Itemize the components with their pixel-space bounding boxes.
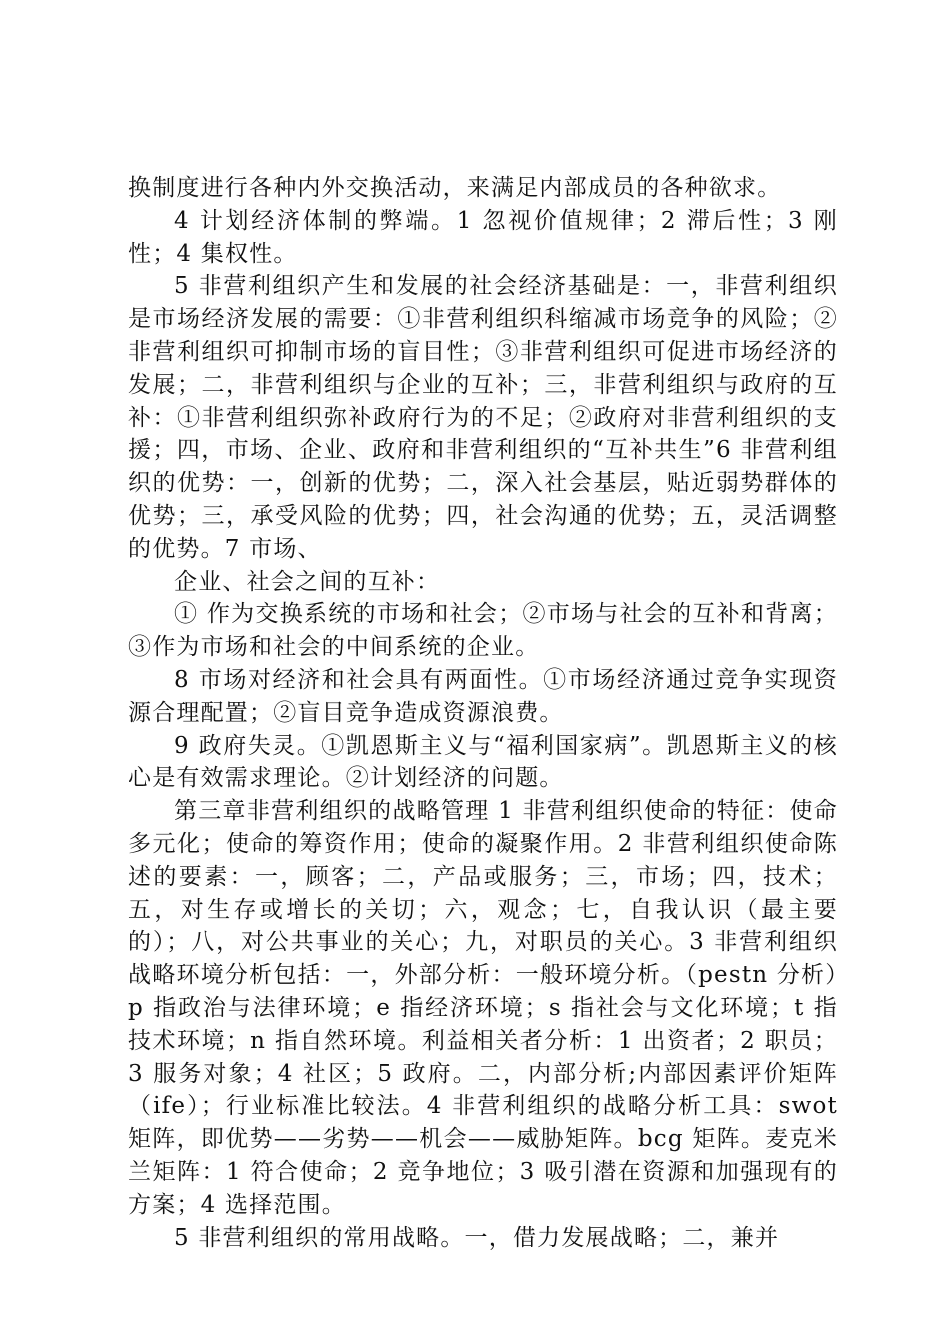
paragraph-4: 企业、社会之间的互补： — [174, 568, 441, 595]
paragraph-5: ① 作为交换系统的市场和社会；②市场与社会的互补和背离；③作为市场和社会的中间系统的企业。 — [128, 601, 838, 661]
paragraph-7: 9 政府失灵。①凯恩斯主义与“福利国家病”。凯恩斯主义的核心是有效需求理论。②计划经济的问题。 — [128, 732, 838, 792]
document-page — [128, 172, 838, 1254]
paragraph-3: 5 非营利组织产生和发展的社会经济基础是：一，非营利组织是市场经济发展的需要：①非营利组织科缩减市场竞争的风险；②非营利组织可抑制市场的盲目性；③非营利组织可促进市场经济的发展；二，非营利组织与企业的互补；三，非营利组织与政府的互补：①非营利组织弥补政府行为的不足；②政府对非营利组织的支援；四，市场、企业、政府和非营利组织的“互补共生”6 非营利组织的优势：一，创新的优势；二，深入社会基层，贴近弱势群体的优势；三，承受风险的优势；四，社会沟通的优势；五，灵活调整的优势。7 市场、 — [128, 273, 838, 562]
paragraph-6: 8 市场对经济和社会具有两面性。①市场经济通过竞争实现资源合理配置；②盲目竞争造成资源浪费。 — [128, 666, 838, 726]
paragraph-1: 换制度进行各种内外交换活动，来满足内部成员的各种欲求。 — [128, 175, 782, 201]
paragraph-9: 5 非营利组织的常用战略。一，借力发展战略；二，兼并 — [174, 1224, 780, 1251]
paragraph-2: 4 计划经济体制的弊端。1 忽视价值规律；2 滞后性；3 刚性；4 集权性。 — [128, 207, 838, 267]
paragraph-8: 第三章非营利组织的战略管理 1 非营利组织使命的特征：使命多元化；使命的筹资作用；使命的凝聚作用。2 非营利组织使命陈述的要素：一，顾客；二，产品或服务；三，市场；四，技术；五，对生存或增长的关切；六，观念；七，自我认识（最主要的）；八，对公共事业的关心；九，对职员的关心。3 非营利组织战略环境分析包括：一，外部分析：一般环境分析。（pestn 分析）p 指政治与法律环境；e 指经济环境；s 指社会与文化环境；t 指技术环境；n 指自然环境。利益相关者分析：1 出资者；2 职员；3 服务对象；4 社区；5 政府。二，内部分析;内部因素评价矩阵（ife）；行业标准比较法。4 非营利组织的战略分析工具：swot 矩阵，即优势——劣势——机会——威胁矩阵。bcg 矩阵。麦克米兰矩阵：1 符合使命；2 竞争地位；3 吸引潜在资源和加强现有的方案；4 选择范围。 — [128, 798, 838, 1218]
